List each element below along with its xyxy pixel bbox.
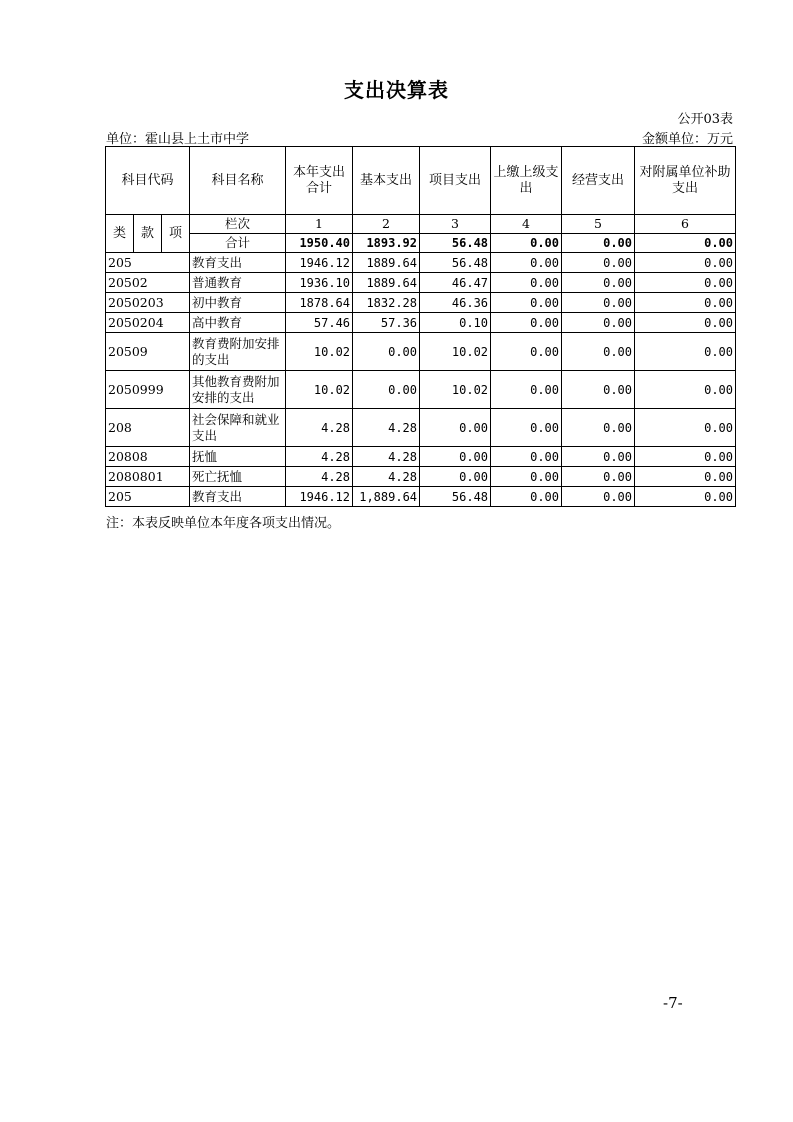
subject-code: 205 (106, 487, 190, 507)
value-cell: 0.00 (491, 467, 562, 487)
value-cell: 0.00 (420, 467, 491, 487)
total-value: 0.00 (635, 234, 736, 253)
subject-code: 20502 (106, 273, 190, 293)
header-subject-code: 科目代码 (106, 147, 190, 215)
value-cell: 0.00 (420, 447, 491, 467)
total-value: 0.00 (491, 234, 562, 253)
column-number: 3 (420, 215, 491, 234)
value-cell: 46.36 (420, 293, 491, 313)
subject-code: 2050203 (106, 293, 190, 313)
value-cell: 0.00 (562, 313, 635, 333)
value-cell: 0.00 (635, 313, 736, 333)
subject-name: 普通教育 (190, 273, 286, 293)
value-cell: 46.47 (420, 273, 491, 293)
header-project-expenditure: 项目支出 (420, 147, 491, 215)
header-total-expenditure: 本年支出合计 (286, 147, 353, 215)
value-cell: 57.36 (353, 313, 420, 333)
value-cell: 0.00 (491, 333, 562, 371)
header-subsidy-affiliated: 对附属单位补助支出 (635, 147, 736, 215)
subject-name: 教育支出 (190, 253, 286, 273)
value-cell: 10.02 (286, 371, 353, 409)
value-cell: 1878.64 (286, 293, 353, 313)
table-row (106, 467, 736, 487)
column-number: 1 (286, 215, 353, 234)
value-cell: 1946.12 (286, 253, 353, 273)
value-cell: 0.00 (562, 371, 635, 409)
subject-code: 2050999 (106, 371, 190, 409)
page-number: -7- (663, 994, 683, 1012)
table-row (106, 371, 736, 409)
total-row (106, 234, 736, 253)
form-number: 公开03表 (677, 112, 733, 127)
total-label: 合计 (190, 234, 286, 253)
value-cell: 0.00 (562, 447, 635, 467)
value-cell: 57.46 (286, 313, 353, 333)
header-xiang: 项 (162, 215, 190, 253)
value-cell: 0.00 (635, 371, 736, 409)
money-unit-label: 金额单位：万元 (641, 132, 733, 147)
column-number: 2 (353, 215, 420, 234)
column-number: 4 (491, 215, 562, 234)
value-cell: 0.00 (562, 333, 635, 371)
value-cell: 1889.64 (353, 273, 420, 293)
header-remit-superior: 上缴上级支出 (491, 147, 562, 215)
value-cell: 0.00 (635, 467, 736, 487)
value-cell: 10.02 (286, 333, 353, 371)
header-subject-name: 科目名称 (190, 147, 286, 215)
value-cell: 0.00 (562, 253, 635, 273)
table-row (106, 487, 736, 507)
value-cell: 4.28 (286, 447, 353, 467)
value-cell: 4.28 (286, 467, 353, 487)
value-cell: 4.28 (353, 467, 420, 487)
value-cell: 4.28 (353, 409, 420, 447)
value-cell: 1936.10 (286, 273, 353, 293)
table-row (106, 293, 736, 313)
header-kuan: 款 (134, 215, 162, 253)
subject-name: 初中教育 (190, 293, 286, 313)
value-cell: 0.00 (562, 293, 635, 313)
expenditure-table (105, 146, 736, 507)
value-cell: 1,889.64 (353, 487, 420, 507)
value-cell: 0.00 (353, 371, 420, 409)
subject-name: 其他教育费附加安排的支出 (190, 371, 286, 409)
page-title: 支出决算表 (344, 78, 449, 102)
value-cell: 0.00 (491, 409, 562, 447)
value-cell: 0.00 (491, 313, 562, 333)
subject-name: 死亡抚恤 (190, 467, 286, 487)
column-index-row (106, 215, 736, 234)
value-cell: 0.00 (491, 253, 562, 273)
subject-code: 2080801 (106, 467, 190, 487)
table-row (106, 273, 736, 293)
value-cell: 0.00 (491, 273, 562, 293)
subject-code: 20808 (106, 447, 190, 467)
table-row (106, 409, 736, 447)
value-cell: 0.00 (562, 487, 635, 507)
total-value: 1893.92 (353, 234, 420, 253)
value-cell: 56.48 (420, 253, 491, 273)
value-cell: 1832.28 (353, 293, 420, 313)
table-row (106, 313, 736, 333)
subject-code: 20509 (106, 333, 190, 371)
table-row (106, 253, 736, 273)
table-row (106, 333, 736, 371)
header-row (106, 147, 736, 215)
value-cell: 0.00 (420, 409, 491, 447)
subject-code: 208 (106, 409, 190, 447)
total-value: 0.00 (562, 234, 635, 253)
column-number: 5 (562, 215, 635, 234)
subject-code: 2050204 (106, 313, 190, 333)
value-cell: 0.00 (635, 487, 736, 507)
value-cell: 0.00 (635, 333, 736, 371)
table-note: 注：本表反映单位本年度各项支出情况。 (106, 516, 341, 531)
total-value: 1950.40 (286, 234, 353, 253)
header-lei: 类 (106, 215, 134, 253)
total-value: 56.48 (420, 234, 491, 253)
value-cell: 0.00 (491, 371, 562, 409)
unit-label: 单位：霍山县上土市中学 (106, 132, 250, 147)
value-cell: 0.00 (491, 293, 562, 313)
value-cell: 10.02 (420, 333, 491, 371)
value-cell: 10.02 (420, 371, 491, 409)
value-cell: 0.00 (635, 447, 736, 467)
column-index-label: 栏次 (190, 215, 286, 234)
column-number: 6 (635, 215, 736, 234)
value-cell: 1946.12 (286, 487, 353, 507)
value-cell: 0.00 (635, 409, 736, 447)
table-row (106, 447, 736, 467)
value-cell: 0.00 (635, 273, 736, 293)
value-cell: 0.00 (353, 333, 420, 371)
value-cell: 56.48 (420, 487, 491, 507)
subject-code: 205 (106, 253, 190, 273)
value-cell: 0.00 (562, 273, 635, 293)
value-cell: 0.00 (491, 487, 562, 507)
value-cell: 0.00 (562, 409, 635, 447)
subject-name: 教育费附加安排的支出 (190, 333, 286, 371)
subject-name: 教育支出 (190, 487, 286, 507)
subject-name: 抚恤 (190, 447, 286, 467)
value-cell: 1889.64 (353, 253, 420, 273)
value-cell: 4.28 (286, 409, 353, 447)
value-cell: 0.00 (635, 293, 736, 313)
header-basic-expenditure: 基本支出 (353, 147, 420, 215)
subject-name: 社会保障和就业支出 (190, 409, 286, 447)
value-cell: 0.10 (420, 313, 491, 333)
value-cell: 0.00 (491, 447, 562, 467)
value-cell: 0.00 (635, 253, 736, 273)
header-business-expenditure: 经营支出 (562, 147, 635, 215)
subject-name: 高中教育 (190, 313, 286, 333)
value-cell: 4.28 (353, 447, 420, 467)
value-cell: 0.00 (562, 467, 635, 487)
